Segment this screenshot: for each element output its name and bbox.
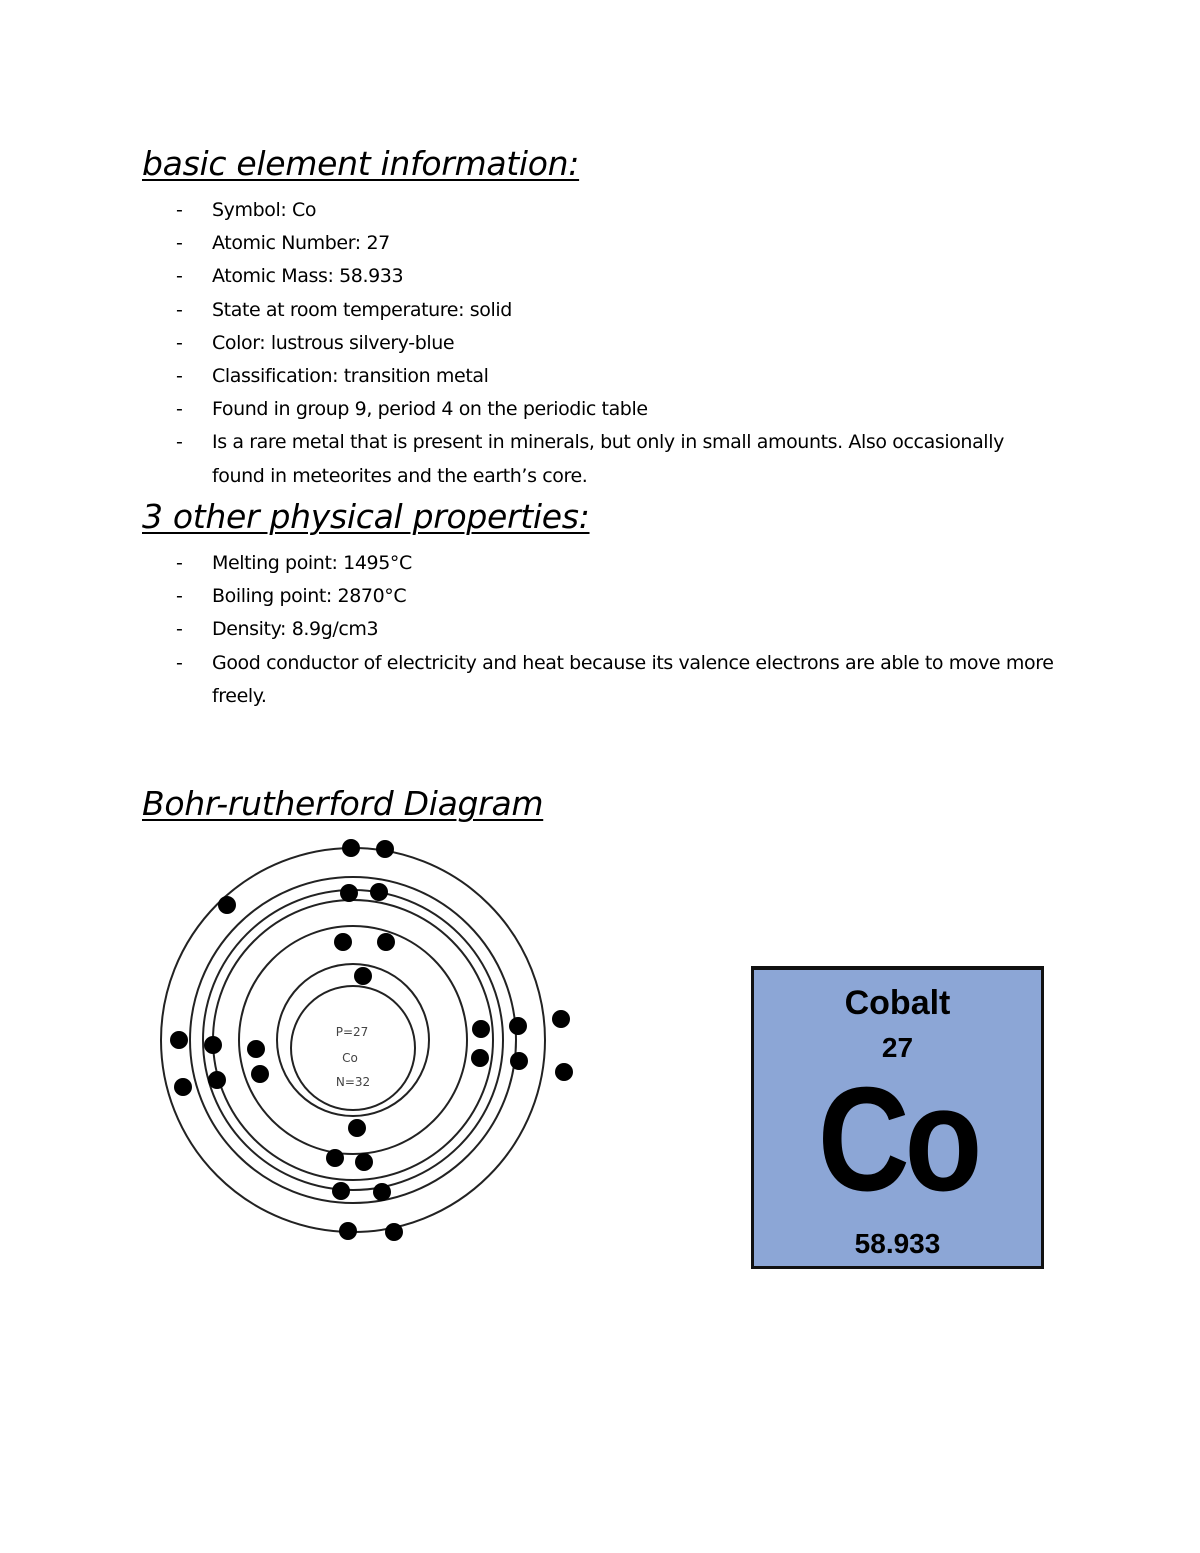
bullet-dash: - xyxy=(176,298,183,321)
electron xyxy=(348,1119,366,1137)
density-item: Density: 8.9g/cm3 xyxy=(212,618,379,641)
electron xyxy=(251,1065,269,1083)
shell-2 xyxy=(213,900,493,1180)
electron xyxy=(370,883,388,901)
shell-5 xyxy=(239,926,467,1154)
basic-info-heading: basic element information: xyxy=(142,144,580,183)
list-item xyxy=(176,580,1056,613)
list-item xyxy=(176,227,1056,260)
shell-4 xyxy=(203,890,503,1190)
bullet-dash: - xyxy=(176,365,183,388)
tile-element-symbol: Co xyxy=(817,1057,978,1222)
electron xyxy=(208,1071,226,1089)
electron xyxy=(373,1183,391,1201)
electron xyxy=(355,1153,373,1171)
nucleus-neutrons: N=32 xyxy=(335,1075,371,1089)
electron xyxy=(174,1078,192,1096)
electron xyxy=(510,1052,528,1070)
electron xyxy=(376,840,394,858)
electron xyxy=(471,1049,489,1067)
electron xyxy=(326,1149,344,1167)
symbol-item: Symbol: Co xyxy=(212,199,317,221)
state-item: State at room temperature: solid xyxy=(212,298,512,321)
electron xyxy=(334,933,352,951)
tile-atomic-number: 27 xyxy=(881,1032,914,1063)
bullet-dash: - xyxy=(176,398,183,421)
classification-item: Classification: transition metal xyxy=(212,365,489,388)
bullet-dash: - xyxy=(176,618,183,641)
atomic-number-item: Atomic Number: 27 xyxy=(212,232,390,255)
occurrence-item: Is a rare metal that is present in minerals, but only in small amounts. Also occasionally found in meteorites and the earth’s core. xyxy=(212,431,1004,487)
list-item xyxy=(176,393,1056,426)
bullet-dash: - xyxy=(176,331,183,354)
electron xyxy=(509,1017,527,1035)
electron xyxy=(218,896,236,914)
list-item xyxy=(176,647,1056,713)
bohr-rutherford-diagram xyxy=(160,830,590,1250)
bullet-dash: - xyxy=(176,585,183,608)
electron xyxy=(377,933,395,951)
physical-properties-list xyxy=(176,547,1056,713)
list-item xyxy=(176,547,1056,580)
atomic-mass-item: Atomic Mass: 58.933 xyxy=(212,265,404,288)
list-item xyxy=(176,327,1056,360)
electron xyxy=(332,1182,350,1200)
conductor-item: Good conductor of electricity and heat because its valence electrons are able to move more freely. xyxy=(212,651,1054,707)
tile-element-name: Cobalt xyxy=(844,984,951,1022)
electron xyxy=(354,967,372,985)
list-item xyxy=(176,613,1056,646)
electron xyxy=(247,1040,265,1058)
color-item: Color: lustrous silvery-blue xyxy=(212,331,455,354)
tile-atomic-mass: 58.933 xyxy=(854,1228,941,1259)
electron xyxy=(472,1020,490,1038)
nucleus-symbol: Co xyxy=(342,1051,358,1065)
electron xyxy=(204,1036,222,1054)
bullet-dash: - xyxy=(176,651,183,674)
bullet-dash: - xyxy=(176,431,183,454)
list-item xyxy=(176,426,1056,492)
list-item xyxy=(176,260,1056,293)
bullet-dash: - xyxy=(176,265,183,288)
nucleus-ring xyxy=(291,986,415,1110)
bohr-diagram-heading: Bohr-rutherford Diagram xyxy=(142,784,544,823)
location-item: Found in group 9, period 4 on the periodic table xyxy=(212,398,648,421)
bullet-dash: - xyxy=(176,552,183,574)
list-item xyxy=(176,360,1056,393)
element-tile xyxy=(751,966,1044,1269)
list-item xyxy=(176,194,1056,227)
boiling-point-item: Boiling point: 2870°C xyxy=(212,585,407,608)
bullet-dash: - xyxy=(176,199,183,221)
electron xyxy=(170,1031,188,1049)
electron xyxy=(342,839,360,857)
nucleus-protons: P=27 xyxy=(335,1025,369,1039)
list-item xyxy=(176,294,1056,327)
melting-point-item: Melting point: 1495°C xyxy=(212,552,412,574)
physical-properties-heading: 3 other physical properties: xyxy=(142,497,590,536)
bullet-dash: - xyxy=(176,232,183,255)
electron xyxy=(340,884,358,902)
basic-info-list xyxy=(176,194,1056,493)
electron xyxy=(339,1222,357,1240)
electron xyxy=(555,1063,573,1081)
electron xyxy=(385,1223,403,1241)
electron xyxy=(552,1010,570,1028)
